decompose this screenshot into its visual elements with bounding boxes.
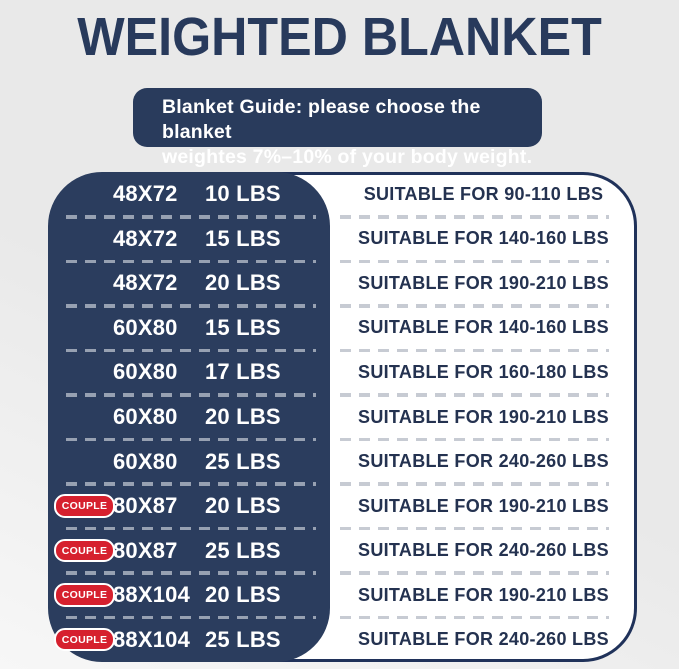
suitable-range: SUITABLE FOR 190-210 LBS	[358, 584, 609, 605]
suitable-range: SUITABLE FOR 190-210 LBS	[358, 272, 609, 293]
row-left-cell	[48, 439, 330, 484]
row-left-cell	[48, 306, 330, 351]
blanket-weight: 15 LBS	[205, 314, 281, 340]
couple-badge-slot	[56, 405, 113, 429]
couple-badge: COUPLE	[54, 628, 116, 652]
blanket-weight: 15 LBS	[205, 225, 281, 251]
blanket-size: 80X87	[113, 537, 178, 563]
suitable-range: SUITABLE FOR 190-210 LBS	[358, 495, 609, 516]
table-rows	[48, 172, 637, 662]
blanket-size: 60X80	[113, 404, 178, 429]
blanket-size: 60X80	[113, 359, 178, 385]
suitable-range: SUITABLE FOR 240-260 LBS	[358, 540, 609, 561]
size-guide-table	[48, 172, 637, 662]
row-left-cell	[48, 350, 330, 395]
table-row	[48, 484, 637, 529]
blanket-weight: 25 LBS	[205, 448, 281, 474]
blanket-size: 48X72	[113, 270, 178, 296]
couple-badge-slot	[56, 361, 113, 385]
blanket-size: 48X72	[113, 181, 178, 207]
blanket-weight: 25 LBS	[205, 537, 281, 563]
blanket-size: 80X87	[113, 493, 178, 519]
couple-badge-slot	[56, 316, 113, 340]
blanket-size: 60X80	[113, 314, 178, 340]
row-left-cell	[48, 484, 330, 529]
row-left-cell	[48, 261, 330, 306]
couple-badge-slot	[56, 539, 113, 563]
blanket-weight: 20 LBS	[205, 582, 281, 608]
row-left-cell	[48, 528, 330, 573]
table-row	[48, 261, 637, 306]
suitable-range: SUITABLE FOR 160-180 LBS	[358, 361, 609, 382]
table-row	[48, 528, 637, 573]
couple-badge-slot	[56, 628, 113, 652]
suitable-range: SUITABLE FOR 190-210 LBS	[358, 406, 609, 427]
table-row	[48, 439, 637, 484]
table-row	[48, 395, 637, 440]
banner-line-2: weightes 7%–10% of your body weight.	[162, 146, 533, 168]
guide-banner	[133, 88, 542, 168]
couple-badge: COUPLE	[54, 583, 116, 607]
suitable-range: SUITABLE FOR 140-160 LBS	[358, 228, 609, 249]
couple-badge: COUPLE	[54, 539, 116, 563]
table-row	[48, 350, 637, 395]
couple-badge-slot	[56, 183, 113, 207]
blanket-size: 88X104	[113, 626, 191, 652]
row-left-cell	[48, 573, 330, 618]
couple-badge-slot	[56, 583, 113, 607]
blanket-weight: 20 LBS	[205, 404, 281, 429]
couple-badge-slot	[56, 450, 113, 474]
suitable-range: SUITABLE FOR 240-260 LBS	[358, 629, 609, 650]
couple-badge: COUPLE	[54, 494, 116, 518]
blanket-weight: 25 LBS	[205, 626, 281, 652]
blanket-size: 60X80	[113, 448, 178, 474]
page-title: WEIGHTED BLANKET	[77, 7, 602, 67]
blanket-weight: 17 LBS	[205, 359, 281, 385]
banner-line-1: Blanket Guide: please choose the blanket	[162, 96, 481, 143]
table-row	[48, 573, 637, 618]
blanket-weight: 20 LBS	[205, 270, 281, 296]
couple-badge-slot	[56, 494, 113, 518]
suitable-range: SUITABLE FOR 90-110 LBS	[363, 183, 604, 204]
blanket-size: 88X104	[113, 582, 191, 608]
table-row	[48, 217, 637, 262]
table-row	[48, 306, 637, 351]
blanket-weight: 10 LBS	[205, 181, 281, 207]
suitable-range: SUITABLE FOR 140-160 LBS	[358, 317, 609, 338]
row-left-cell	[48, 395, 330, 440]
table-row	[48, 172, 637, 217]
row-left-cell	[48, 172, 330, 217]
couple-badge-slot	[56, 227, 113, 251]
row-left-cell	[48, 217, 330, 262]
suitable-range: SUITABLE FOR 240-260 LBS	[358, 451, 609, 472]
table-row	[48, 617, 637, 662]
couple-badge-slot	[56, 272, 113, 296]
row-left-cell	[48, 617, 330, 662]
blanket-size: 48X72	[113, 225, 178, 251]
blanket-weight: 20 LBS	[205, 493, 281, 519]
